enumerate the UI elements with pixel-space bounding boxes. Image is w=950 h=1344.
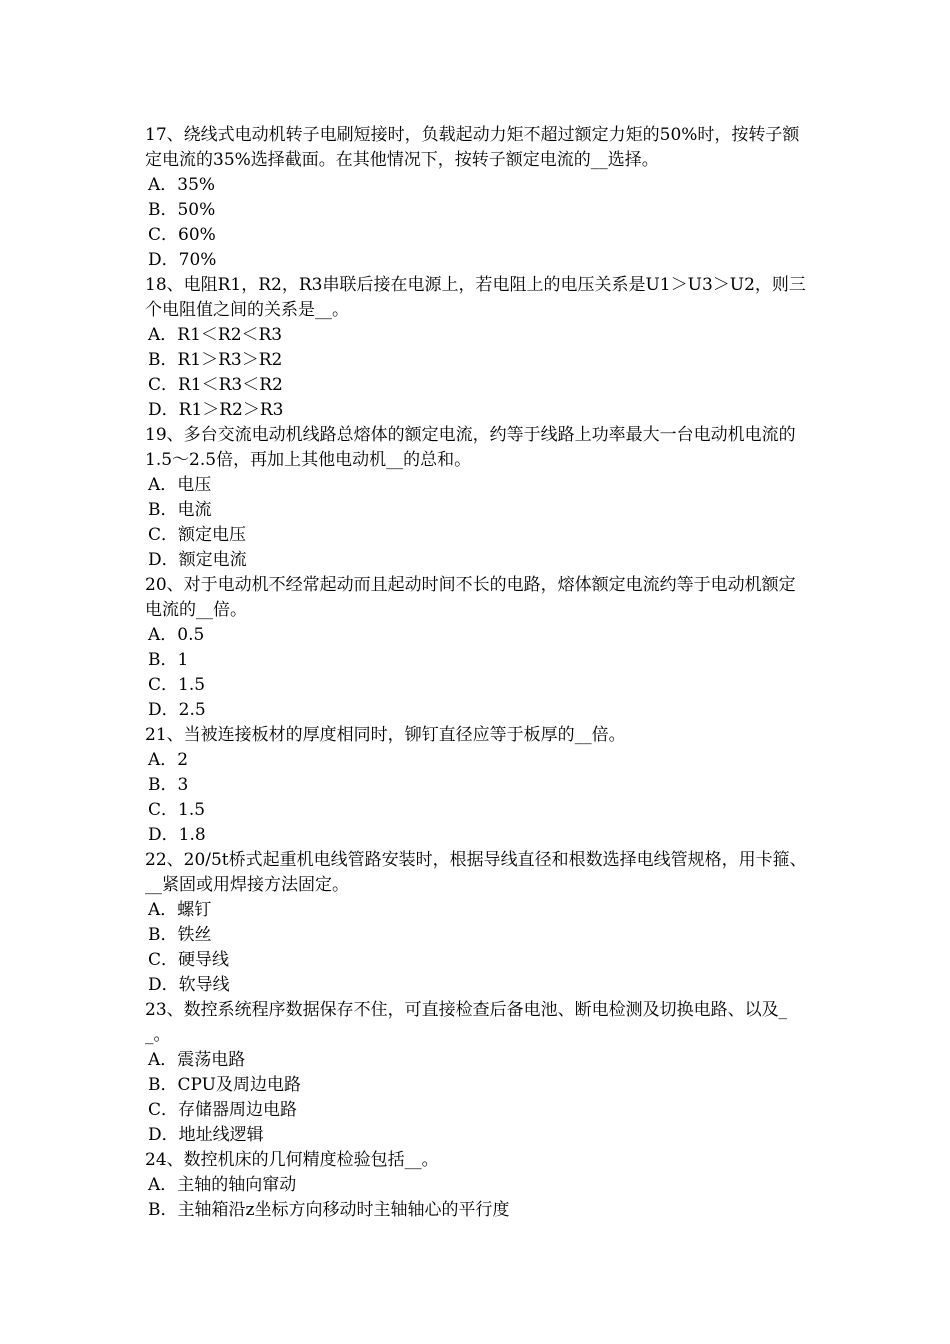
question-19: [145, 423, 810, 573]
question-23: [145, 998, 810, 1148]
question-text: 22、20/5t桥式起重机电线管路安装时，根据导线直径和根数选择电线管规格，用卡箍、__紧固或用焊接方法固定。: [145, 850, 807, 895]
option-b: B．主轴箱沿z坐标方向移动时主轴轴心的平行度: [148, 1200, 510, 1220]
option-list: [145, 473, 810, 573]
option-a: A．2: [148, 750, 189, 770]
question-text: 21、当被连接板材的厚度相同时，铆钉直径应等于板厚的__倍。: [145, 725, 626, 745]
option-list: [145, 898, 810, 998]
option-d: D．额定电流: [148, 550, 247, 570]
option-d: D．R1＞R2＞R3: [148, 400, 284, 420]
option-b: B．R1＞R3＞R2: [148, 350, 283, 370]
option-list: [145, 748, 810, 848]
option-c: C．存储器周边电路: [148, 1100, 298, 1120]
option-a: A．主轴的轴向窜动: [148, 1175, 297, 1195]
option-list: [145, 1048, 810, 1148]
option-d: D．1.8: [148, 825, 206, 845]
option-a: A．震荡电路: [148, 1050, 246, 1070]
question-18: [145, 273, 810, 423]
question-21: [145, 723, 810, 848]
question-17: [145, 123, 810, 273]
option-c: C．额定电压: [148, 525, 247, 545]
question-text: 20、对于电动机不经常起动而且起动时间不长的电路，熔体额定电流约等于电动机额定电流的__倍。: [145, 575, 796, 620]
option-c: C．1.5: [148, 800, 206, 820]
option-a: A．电压: [148, 475, 212, 495]
question-text: 17、绕线式电动机转子电刷短接时，负载起动力矩不超过额定力矩的50%时，按转子额定电流的35%选择截面。在其他情况下，按转子额定电流的__选择。: [145, 125, 800, 170]
question-text: 19、多台交流电动机线路总熔体的额定电流，约等于线路上功率最大一台电动机电流的1.5～2.5倍，再加上其他电动机__的总和。: [145, 425, 796, 470]
question-20: [145, 573, 810, 723]
option-list: [145, 173, 810, 273]
option-d: D．70%: [148, 250, 217, 270]
option-a: A．螺钉: [148, 900, 212, 920]
question-24: [145, 1148, 810, 1223]
option-list: [145, 1173, 810, 1223]
option-b: B．50%: [148, 200, 216, 220]
question-22: [145, 848, 810, 998]
option-c: C．硬导线: [148, 950, 230, 970]
option-list: [145, 623, 810, 723]
option-list: [145, 323, 810, 423]
option-a: A．0.5: [148, 625, 205, 645]
document-page: [145, 123, 810, 1223]
question-text: 24、数控机床的几何精度检验包括__。: [145, 1150, 439, 1170]
option-d: D．软导线: [148, 975, 230, 995]
option-b: B．铁丝: [148, 925, 212, 945]
option-a: A．R1＜R2＜R3: [148, 325, 283, 345]
option-c: C．60%: [148, 225, 216, 245]
option-d: D．2.5: [148, 700, 206, 720]
option-b: B．1: [148, 650, 189, 670]
option-b: B．电流: [148, 500, 212, 520]
option-a: A．35%: [148, 175, 216, 195]
option-d: D．地址线逻辑: [148, 1125, 264, 1145]
option-c: C．1.5: [148, 675, 206, 695]
option-c: C．R1＜R3＜R2: [148, 375, 283, 395]
option-b: B．CPU及周边电路: [148, 1075, 301, 1095]
question-text: 18、电阻R1，R2，R3串联后接在电源上，若电阻上的电压关系是U1＞U3＞U2，则三个电阻值之间的关系是__。: [145, 275, 806, 320]
option-b: B．3: [148, 775, 189, 795]
question-text: 23、数控系统程序数据保存不住，可直接检查后备电池、断电检测及切换电路、以及__。: [145, 1000, 788, 1045]
